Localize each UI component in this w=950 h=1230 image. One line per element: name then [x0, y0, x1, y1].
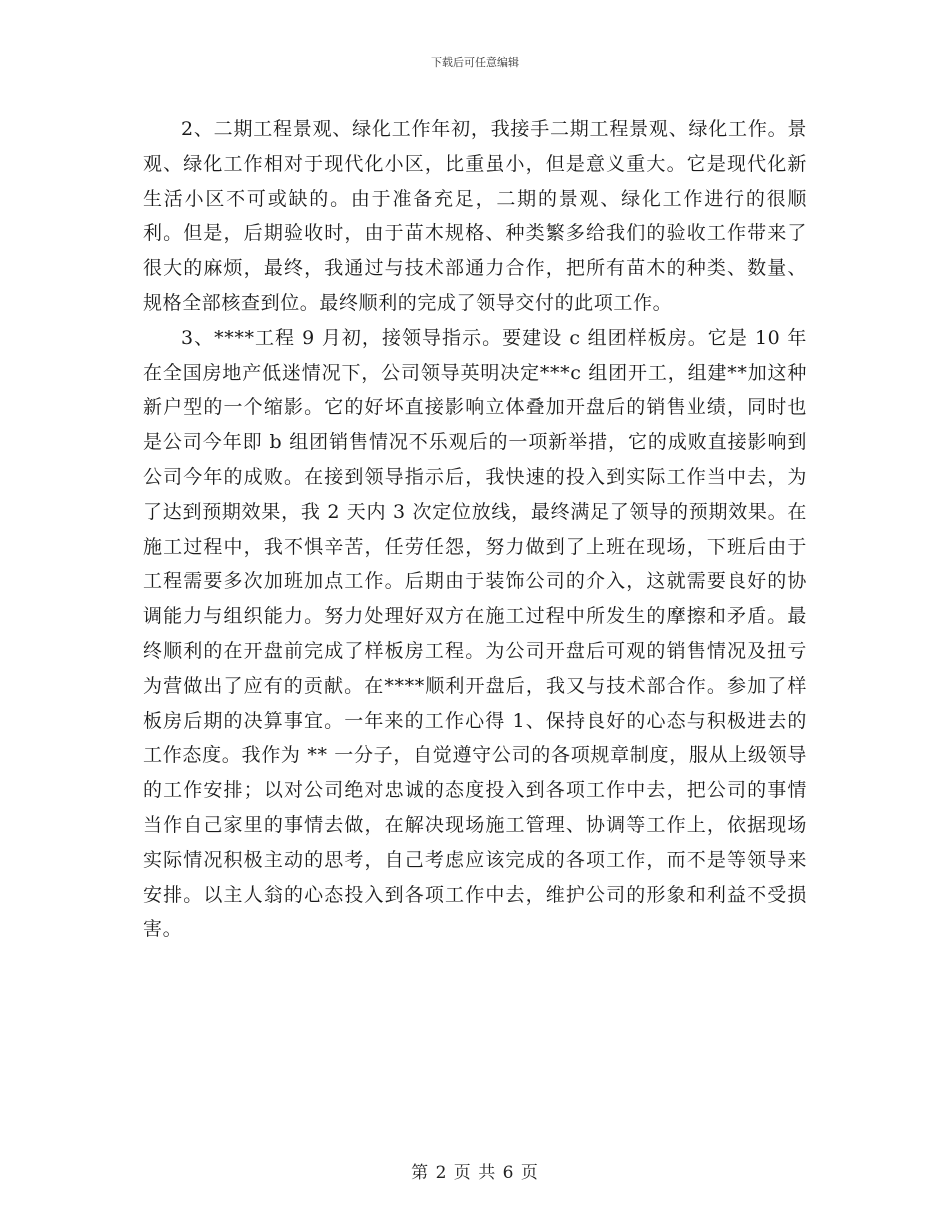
paragraph-landscape-greening: 2、二期工程景观、绿化工作年初，我接手二期工程景观、绿化工作。景观、绿化工作相对于现代化小区，比重虽小，但是意义重大。它是现代化新生活小区不可或缺的。由于准备充足，二期的景观、绿化工作进行的很顺利。但是，后期验收时，由于苗木规格、种类繁多给我们的验收工作带来了很大的麻烦，最终，我通过与技术部通力合作，把所有苗木的种类、数量、规格全部核查到位。最终顺利的完成了领导交付的此项工作。: [143, 118, 807, 314]
header-note: 下载后可任意编辑: [431, 56, 519, 69]
document-body: [143, 112, 807, 947]
paragraph-model-house: 3、****工程 9 月初，接领导指示。要建设 c 组团样板房。它是 10 年在全国房地产低迷情况下，公司领导英明决定***c 组团开工，组建**加这种新户型的一个缩影。它的好坏直接影响立体叠加开盘后的销售业绩，同时也是公司今年即 b 组团销售情况不乐观后的一项新举措，它的成败直接影响到公司今年的成败。在接到领导指示后，我快速的投入到实际工作当中去，为了达到预期效果，我 2 天内 3 次定位放线，最终满足了领导的预期效果。在施工过程中，我不惧辛苦，任劳任怨，努力做到了上班在现场，下班后由于工程需要多次加班加点工作。后期由于装饰公司的介入，这就需要良好的协调能力与组织能力。努力处理好双方在施工过程中所发生的摩擦和矛盾。最终顺利的在开盘前完成了样板房工程。为公司开盘后可观的销售情况及扭亏为营做出了应有的贡献。在****顺利开盘后，我又与技术部合作。参加了样板房后期的决算事宜。一年来的工作心得 1、保持良好的心态与积极进去的工作态度。我作为 ** 一分子，自觉遵守公司的各项规章制度，服从上级领导的工作安排；以对公司绝对忠诚的态度投入到各项工作中去，把公司的事情当作自己家里的事情去做，在解决现场施工管理、协调等工作上，依据现场实际情况积极主动的思考，自己考虑应该完成的各项工作，而不是等领导来安排。以主人翁的心态投入到各项工作中去，维护公司的形象和利益不受损害。: [143, 326, 807, 941]
page-number: 第 2 页 共 6 页: [411, 1163, 539, 1183]
